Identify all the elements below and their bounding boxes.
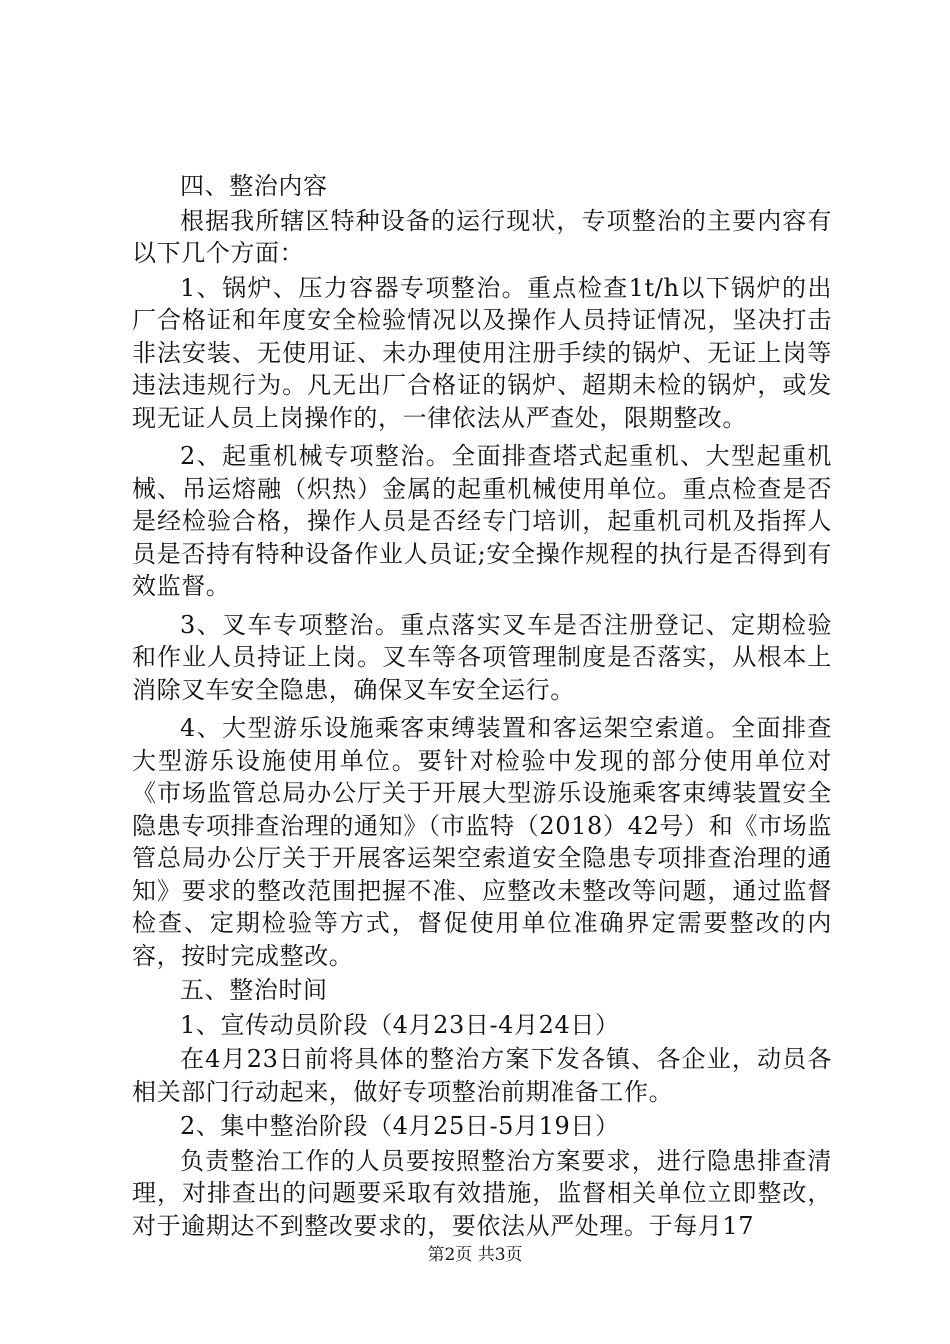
paragraph-item-4-amusement: 4、大型游乐设施乘客束缚装置和客运架空索道。全面排查大型游乐设施使用单位。要针对检验中发现的部分使用单位对《市场监管总局办公厅关于开展大型游乐设施乘客束缚装置安全隐患专项排查治理的通知》（市监特（2018）42号）和《市场监管总局办公厅关于开展客运架空索道安全隐患专项排查治理的通知》要求的整改范围把握不准、应整改未整改等问题，通过监督检查、定期检验等方式，督促使用单位准确界定需要整改的内容，按时完成整改。: [132, 714, 832, 970]
paragraph-item-2-cranes: 2、起重机械专项整治。全面排查塔式起重机、大型起重机械、吊运熔融（炽热）金属的起重机械使用单位。重点检查是否是经检验合格，操作人员是否经专门培训，起重机司机及指挥人员是否持有特种设备作业人员证;安全操作规程的执行是否得到有效监督。: [132, 442, 832, 600]
paragraph-intro: 根据我所辖区特种设备的运行现状，专项整治的主要内容有以下几个方面：: [132, 206, 832, 267]
paragraph-phase-2-title: 2、集中整治阶段（4月25日-5月19日）: [180, 1112, 620, 1140]
paragraph-phase-1-body: 在4月23日前将具体的整治方案下发各镇、各企业，动员各相关部门行动起来，做好专项整治前期准备工作。: [132, 1045, 832, 1106]
paragraph-item-3-forklifts: 3、叉车专项整治。重点落实叉车是否注册登记、定期检验和作业人员持证上岗。叉车等各项管理制度是否落实，从根本上消除叉车安全隐患，确保叉车安全运行。: [132, 610, 832, 704]
paragraph-phase-2-body: 负责整治工作的人员要按照整治方案要求，进行隐患排查清理，对排查出的问题要采取有效措施，监督相关单位立即整改，对于逾期达不到整改要求的，要依法从严处理。于每月17: [132, 1146, 832, 1240]
document-body: [132, 170, 832, 1242]
paragraph-phase-1-title: 1、宣传动员阶段（4月23日-4月24日）: [180, 1010, 620, 1039]
section-heading-4: 四、整治内容: [180, 172, 328, 200]
page-number-footer: 第2页 共3页: [427, 1245, 523, 1265]
paragraph-item-1-boilers: 1、锅炉、压力容器专项整治。重点检查1t/h以下锅炉的出厂合格证和年度安全检验情况以及操作人员持证情况，坚决打击非法安装、无使用证、未办理使用注册手续的锅炉、无证上岗等违法违规行为。凡无出厂合格证的锅炉、超期未检的锅炉，或发现无证人员上岗操作的，一律依法从严查处，限期整改。: [132, 273, 832, 432]
section-heading-5: 五、整治时间: [180, 976, 328, 1004]
